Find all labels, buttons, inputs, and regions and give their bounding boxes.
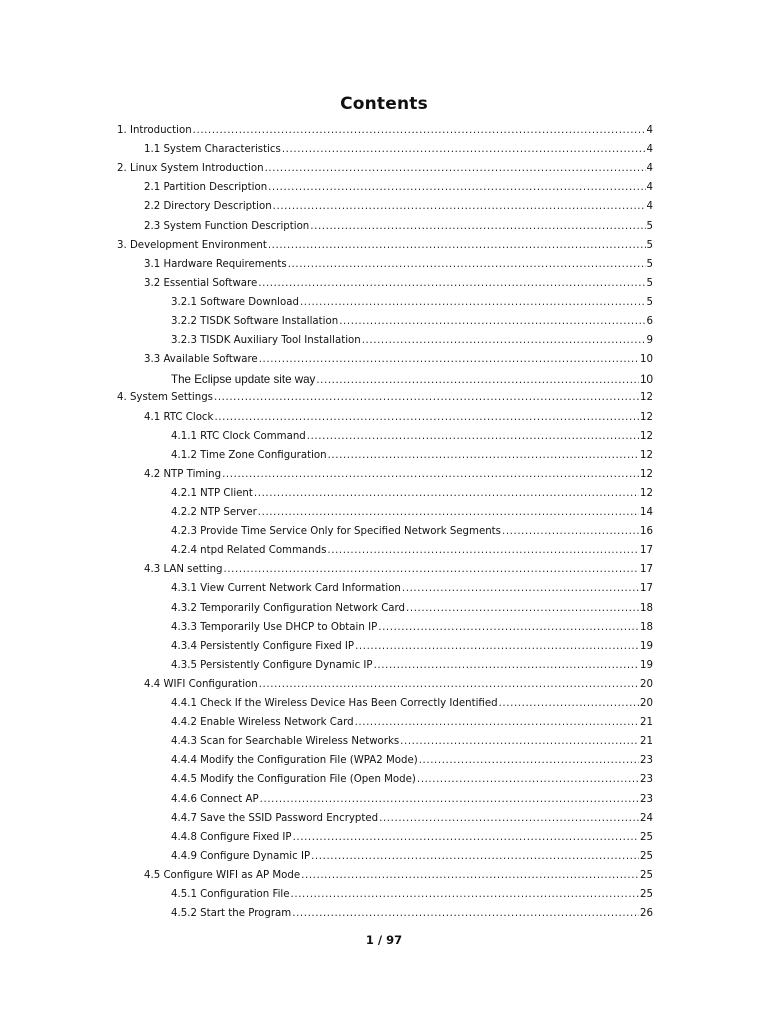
toc-entry[interactable]	[171, 641, 653, 660]
toc-entry[interactable]	[117, 125, 653, 144]
toc-leader-dots	[259, 354, 639, 365]
toc-entry-page-number: 21	[640, 717, 653, 729]
toc-leader-dots	[291, 889, 639, 900]
toc-entry-page-number: 17	[640, 583, 653, 595]
toc-entry[interactable]	[171, 373, 653, 392]
toc-entry-label: 1. Introduction	[117, 125, 192, 136]
toc-entry-page-number: 21	[640, 736, 653, 748]
toc-leader-dots	[292, 908, 639, 919]
toc-entry[interactable]	[117, 240, 653, 259]
toc-entry-label: 3.2 Essential Software	[144, 277, 258, 289]
toc-leader-dots	[310, 221, 645, 232]
toc-leader-dots	[258, 507, 639, 518]
toc-entry-label: 4. System Settings	[117, 392, 213, 404]
toc-entry-label: 1.1 System Characteristics	[144, 144, 281, 156]
toc-entry-label: 4.5.2 Start the Program	[171, 908, 292, 920]
toc-entry[interactable]	[171, 813, 653, 832]
toc-entry-page-number: 5	[646, 277, 653, 289]
toc-entry-page-number: 23	[640, 793, 653, 805]
toc-entry-page-number: 20	[640, 698, 653, 709]
toc-entry[interactable]	[144, 679, 653, 698]
toc-entry-page-number: 12	[640, 392, 653, 404]
toc-entry-page-number: 25	[640, 869, 653, 881]
toc-leader-dots	[499, 698, 639, 709]
toc-entry-label: 2.1 Partition Description	[144, 182, 268, 194]
toc-entry-label: 3.1 Hardware Requirements	[144, 258, 287, 270]
toc-entry[interactable]	[171, 526, 653, 545]
toc-leader-dots	[307, 431, 639, 442]
toc-entry-page-number: 5	[646, 296, 653, 308]
toc-entry[interactable]	[171, 698, 653, 717]
toc-entry-label: 4.4.8 Configure Fixed IP	[171, 831, 292, 843]
toc-leader-dots	[339, 316, 645, 327]
toc-entry[interactable]	[171, 736, 653, 755]
toc-entry-label: 4.4 WIFI Configuration	[144, 678, 258, 690]
toc-entry-label: 4.2.2 NTP Server	[171, 507, 257, 518]
toc-leader-dots	[419, 755, 639, 766]
toc-leader-dots	[288, 259, 646, 270]
toc-entry-page-number: 23	[640, 755, 653, 767]
toc-entry-page-number: 12	[640, 430, 653, 442]
toc-leader-dots	[193, 125, 646, 136]
toc-leader-dots	[417, 774, 639, 785]
toc-entry-label: 2.3 System Function Description	[144, 220, 310, 232]
page-title: Contents	[340, 94, 428, 114]
toc-entry[interactable]	[144, 201, 653, 220]
toc-entry[interactable]	[171, 908, 653, 927]
toc-entry-page-number: 18	[640, 621, 653, 633]
toc-entry-page-number: 16	[640, 526, 653, 538]
toc-entry-label: 4.3 LAN setting	[144, 564, 223, 576]
toc-entry-page-number: 26	[640, 908, 653, 920]
toc-entry[interactable]	[144, 182, 653, 201]
toc-entry[interactable]	[117, 392, 653, 411]
toc-entry-page-number: 12	[640, 468, 653, 480]
toc-entry[interactable]	[144, 870, 653, 889]
toc-entry-label: 3.2.2 TISDK Software Installation	[171, 316, 339, 327]
toc-entry-page-number: 5	[646, 220, 653, 232]
toc-entry-label: 4.3.4 Persistently Configure Fixed IP	[171, 640, 355, 652]
toc-entry[interactable]	[117, 163, 653, 182]
toc-entry[interactable]	[171, 717, 653, 736]
toc-leader-dots	[362, 335, 646, 346]
toc-entry-label: 4.4.5 Modify the Configuration File (Open Mode)	[171, 774, 416, 786]
toc-entry-page-number: 25	[640, 889, 653, 900]
toc-entry-page-number: 4	[646, 144, 653, 156]
toc-entry[interactable]	[144, 259, 653, 278]
toc-entry-page-number: 19	[640, 640, 653, 652]
toc-entry[interactable]	[171, 431, 653, 450]
toc-entry-page-number: 25	[640, 850, 653, 862]
toc-entry-label: 3.3 Available Software	[144, 354, 258, 366]
toc-leader-dots	[300, 297, 646, 308]
toc-entry-page-number: 4	[646, 125, 653, 136]
toc-entry[interactable]	[171, 755, 653, 774]
toc-entry-page-number: 5	[646, 258, 653, 270]
toc-leader-dots	[268, 182, 645, 193]
toc-entry[interactable]	[171, 889, 653, 908]
toc-entry-label: 4.3.2 Temporarily Configuration Network Card	[171, 602, 406, 614]
toc-entry-label: The Eclipse update site way	[171, 373, 316, 387]
toc-leader-dots	[327, 545, 639, 556]
toc-entry-label: 3.2.1 Software Download	[171, 296, 299, 308]
toc-entry-page-number: 24	[640, 812, 653, 824]
toc-entry-page-number: 12	[640, 487, 653, 499]
toc-entry[interactable]	[171, 488, 653, 507]
toc-leader-dots	[402, 583, 639, 594]
toc-leader-dots	[254, 488, 639, 499]
toc-entry-label: 3. Development Environment	[117, 239, 267, 251]
toc-entry-page-number: 18	[640, 602, 653, 614]
toc-leader-dots	[374, 660, 639, 671]
toc-leader-dots	[301, 870, 639, 881]
toc-entry[interactable]	[144, 144, 653, 163]
toc-leader-dots	[406, 603, 639, 614]
toc-entry[interactable]	[171, 660, 653, 679]
toc-entry[interactable]	[171, 335, 653, 354]
toc-entry[interactable]	[171, 622, 653, 641]
toc-entry-label: 4.3.3 Temporarily Use DHCP to Obtain IP	[171, 621, 378, 633]
toc-entry-label: 4.5 Configure WIFI as AP Mode	[144, 869, 301, 881]
toc-entry[interactable]	[171, 603, 653, 622]
toc-entry-label: 4.4.3 Scan for Searchable Wireless Networks	[171, 736, 400, 748]
toc-entry[interactable]	[171, 832, 653, 851]
toc-entry-label: 4.1 RTC Clock	[144, 411, 214, 423]
toc-entry-label: 4.2 NTP Timing	[144, 468, 222, 480]
toc-entry-label: 2.2 Directory Description	[144, 201, 272, 213]
toc-entry[interactable]	[144, 278, 653, 297]
toc-entry-label: 4.4.4 Modify the Configuration File (WPA2 Mode)	[171, 755, 418, 767]
toc-entry-page-number: 23	[640, 774, 653, 786]
toc-entry-page-number: 10	[640, 373, 653, 387]
toc-entry[interactable]	[144, 469, 653, 488]
toc-entry-page-number: 4	[646, 163, 653, 175]
toc-entry-page-number: 6	[646, 316, 653, 327]
toc-entry-label: 3.2.3 TISDK Auxiliary Tool Installation	[171, 335, 361, 347]
toc-leader-dots	[355, 641, 639, 652]
toc-leader-dots	[293, 832, 639, 843]
toc-entry-label: 2. Linux System Introduction	[117, 163, 264, 175]
toc-leader-dots	[259, 679, 639, 690]
toc-leader-dots	[400, 736, 639, 747]
toc-leader-dots	[379, 813, 639, 824]
toc-entry-page-number: 4	[646, 201, 653, 213]
toc-entry-label: 4.2.4 ntpd Related Commands	[171, 545, 327, 557]
toc-entry-label: 4.5.1 Configuration File	[171, 889, 290, 900]
toc-leader-dots	[224, 564, 640, 575]
toc-entry-page-number: 5	[646, 239, 653, 251]
toc-entry[interactable]	[144, 564, 653, 583]
page-indicator: 1 / 97	[365, 933, 403, 947]
toc-entry[interactable]	[144, 221, 653, 240]
toc-entry-page-number: 17	[640, 545, 653, 557]
toc-leader-dots	[282, 144, 646, 155]
toc-entry-page-number: 4	[646, 182, 653, 194]
toc-entry[interactable]	[171, 507, 653, 526]
toc-entry-page-number: 12	[640, 411, 653, 423]
toc-entry-label: 4.4.6 Connect AP	[171, 793, 259, 805]
toc-entry-label: 4.4.9 Configure Dynamic IP	[171, 850, 311, 862]
toc-entry-label: 4.1.2 Time Zone Configuration	[171, 449, 327, 461]
toc-leader-dots	[258, 278, 645, 289]
toc-leader-dots	[311, 851, 639, 862]
toc-entry-label: 4.4.2 Enable Wireless Network Card	[171, 717, 354, 729]
toc-entry-label: 4.2.3 Provide Time Service Only for Specified Network Segments	[171, 526, 501, 538]
toc-entry-label: 4.3.1 View Current Network Card Information	[171, 583, 401, 595]
toc-leader-dots	[378, 622, 639, 633]
toc-entry-label: 4.4.7 Save the SSID Password Encrypted	[171, 812, 379, 824]
toc-entry[interactable]	[171, 297, 653, 316]
toc-entry-page-number: 20	[640, 678, 653, 690]
toc-entry-page-number: 14	[640, 507, 653, 518]
toc-leader-dots	[260, 794, 639, 805]
toc-entry-page-number: 10	[640, 354, 653, 366]
toc-leader-dots	[268, 240, 646, 251]
toc-entry-page-number: 17	[640, 564, 653, 576]
toc-leader-dots	[502, 526, 639, 537]
toc-entry-label: 4.1.1 RTC Clock Command	[171, 430, 306, 442]
toc-entry-label: 4.3.5 Persistently Configure Dynamic IP	[171, 659, 373, 671]
toc-leader-dots	[265, 163, 646, 174]
toc-entry[interactable]	[171, 450, 653, 469]
toc-entry-page-number: 12	[640, 449, 653, 461]
toc-entry-label: 4.2.1 NTP Client	[171, 487, 253, 499]
toc-leader-dots	[222, 469, 639, 480]
toc-entry-page-number: 9	[646, 335, 653, 347]
toc-entry[interactable]	[171, 316, 653, 335]
toc-entry[interactable]	[144, 412, 653, 431]
toc-leader-dots	[214, 412, 639, 423]
toc-entry[interactable]	[171, 583, 653, 602]
toc-leader-dots	[355, 717, 639, 728]
toc-entry[interactable]	[171, 851, 653, 870]
toc-leader-dots	[214, 392, 639, 403]
toc-entry[interactable]	[171, 794, 653, 813]
toc-entry-label: 4.4.1 Check If the Wireless Device Has Been Correctly Identified	[171, 698, 498, 709]
toc-leader-dots	[273, 201, 646, 212]
toc-entry-page-number: 25	[640, 831, 653, 843]
toc-entry[interactable]	[144, 354, 653, 373]
toc-entry[interactable]	[171, 545, 653, 564]
toc-leader-dots	[328, 450, 639, 461]
toc-entry[interactable]	[171, 774, 653, 793]
toc-entry-page-number: 19	[640, 659, 653, 671]
toc-leader-dots	[316, 373, 639, 386]
